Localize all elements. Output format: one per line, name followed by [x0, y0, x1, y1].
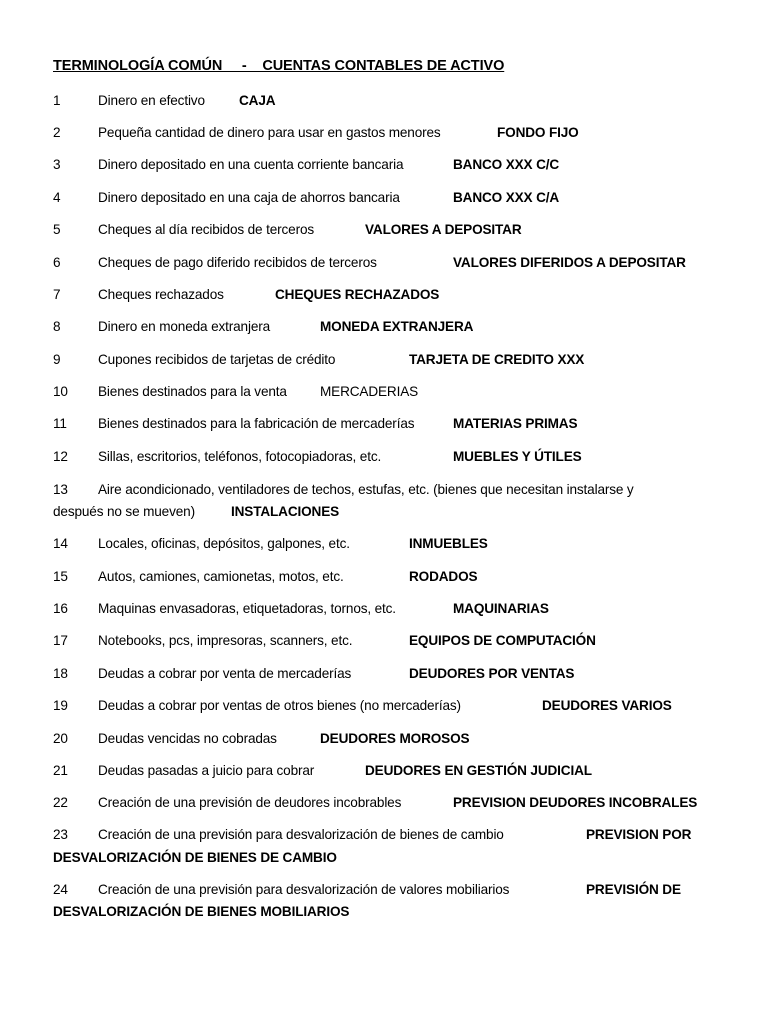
item-description: Deudas vencidas no cobradas [98, 731, 277, 746]
item-description: Notebooks, pcs, impresoras, scanners, etc. [98, 633, 353, 648]
item-description: Pequeña cantidad de dinero para usar en gastos menores [98, 125, 441, 140]
item-number: 10 [53, 384, 68, 399]
item-account-name: TARJETA DE CREDITO XXX [409, 352, 585, 367]
item-description: Creación de una previsión para desvalorización de bienes de cambio [98, 827, 504, 842]
item-description: Bienes destinados para la venta [98, 384, 287, 399]
item-account-name: INMUEBLES [409, 536, 488, 551]
item-account-name: PREVISION POR [586, 827, 692, 842]
item-description: Dinero en moneda extranjera [98, 319, 271, 334]
item-description: Locales, oficinas, depósitos, galpones, etc. [98, 536, 350, 551]
item-description: Autos, camiones, camionetas, motos, etc. [98, 569, 344, 584]
item-account-name: PREVISIÓN DE [586, 882, 681, 897]
item-description: Sillas, escritorios, teléfonos, fotocopiadoras, etc. [98, 449, 382, 464]
item-description: Creación de una previsión para desvalorización de valores mobiliarios [98, 882, 510, 897]
item-account-name-continued: DESVALORIZACIÓN DE BIENES MOBILIARIOS [53, 904, 350, 919]
list-item-continuation [53, 904, 349, 920]
item-number: 21 [53, 763, 68, 778]
item-account-name: FONDO FIJO [497, 125, 579, 140]
item-account-name: MATERIAS PRIMAS [453, 416, 578, 431]
item-number: 12 [53, 449, 68, 464]
item-description: Dinero en efectivo [98, 93, 205, 108]
item-number: 1 [53, 93, 61, 108]
item-account-name: MONEDA EXTRANJERA [320, 319, 474, 334]
item-number: 17 [53, 633, 68, 648]
item-description: Deudas a cobrar por venta de mercaderías [98, 666, 352, 681]
item-number: 2 [53, 125, 61, 140]
item-account-name: DEUDORES MOROSOS [320, 731, 470, 746]
item-number: 15 [53, 569, 68, 584]
item-number: 6 [53, 255, 61, 270]
list-item-continuation [53, 504, 195, 520]
item-account-name: CAJA [239, 93, 276, 108]
item-description: Deudas pasadas a juicio para cobrar [98, 763, 315, 778]
item-description: Cheques de pago diferido recibidos de terceros [98, 255, 377, 270]
list-item-continuation [53, 850, 337, 866]
item-account-name: BANCO XXX C/A [453, 190, 560, 205]
page-title: TERMINOLOGÍA COMÚN - CUENTAS CONTABLES DE ACTIVO [53, 58, 505, 74]
item-number: 4 [53, 190, 61, 205]
item-number: 16 [53, 601, 68, 616]
item-account-name: MERCADERIAS [320, 384, 419, 399]
item-number: 19 [53, 698, 68, 713]
item-number: 24 [53, 882, 68, 897]
item-description: Aire acondicionado, ventiladores de techos, estufas, etc. (bienes que necesitan instalarse y [98, 482, 634, 497]
item-account-name: VALORES DIFERIDOS A DEPOSITAR [453, 255, 686, 270]
item-description: Cupones recibidos de tarjetas de crédito [98, 352, 336, 367]
item-account-name: BANCO XXX C/C [453, 157, 560, 172]
item-number: 8 [53, 319, 61, 334]
item-number: 9 [53, 352, 61, 367]
item-account-name: CHEQUES RECHAZADOS [275, 287, 440, 302]
item-number: 7 [53, 287, 61, 302]
item-number: 18 [53, 666, 68, 681]
item-account-name: DEUDORES VARIOS [542, 698, 672, 713]
item-description: Creación de una previsión de deudores incobrables [98, 795, 402, 810]
item-number: 13 [53, 482, 68, 497]
item-number: 22 [53, 795, 68, 810]
item-account-name: DEUDORES POR VENTAS [409, 666, 575, 681]
item-number: 3 [53, 157, 61, 172]
item-account-name: VALORES A DEPOSITAR [365, 222, 522, 237]
item-number: 11 [53, 416, 67, 431]
item-account-name: MUEBLES Y ÚTILES [453, 449, 582, 464]
item-description: Dinero depositado en una caja de ahorros bancaria [98, 190, 400, 205]
item-account-name: DEUDORES EN GESTIÓN JUDICIAL [365, 763, 592, 778]
item-description: Cheques al día recibidos de terceros [98, 222, 315, 237]
item-number: 14 [53, 536, 68, 551]
item-description: Deudas a cobrar por ventas de otros bienes (no mercaderías) [98, 698, 461, 713]
item-number: 20 [53, 731, 68, 746]
item-description: Cheques rechazados [98, 287, 224, 302]
item-description: Dinero depositado en una cuenta corriente bancaria [98, 157, 404, 172]
item-account-name: MAQUINARIAS [453, 601, 549, 616]
item-description: Bienes destinados para la fabricación de mercaderías [98, 416, 415, 431]
item-account-name: PREVISION DEUDORES INCOBRALES [453, 795, 698, 810]
list-item-term [231, 504, 339, 520]
item-account-name: INSTALACIONES [231, 504, 340, 519]
item-description: Maquinas envasadoras, etiquetadoras, tornos, etc. [98, 601, 396, 616]
item-account-name: EQUIPOS DE COMPUTACIÓN [409, 633, 596, 648]
item-number: 5 [53, 222, 61, 237]
item-description-continued: después no se mueven) [53, 504, 195, 519]
item-account-name-continued: DESVALORIZACIÓN DE BIENES DE CAMBIO [53, 850, 337, 865]
item-number: 23 [53, 827, 68, 842]
item-account-name: RODADOS [409, 569, 478, 584]
